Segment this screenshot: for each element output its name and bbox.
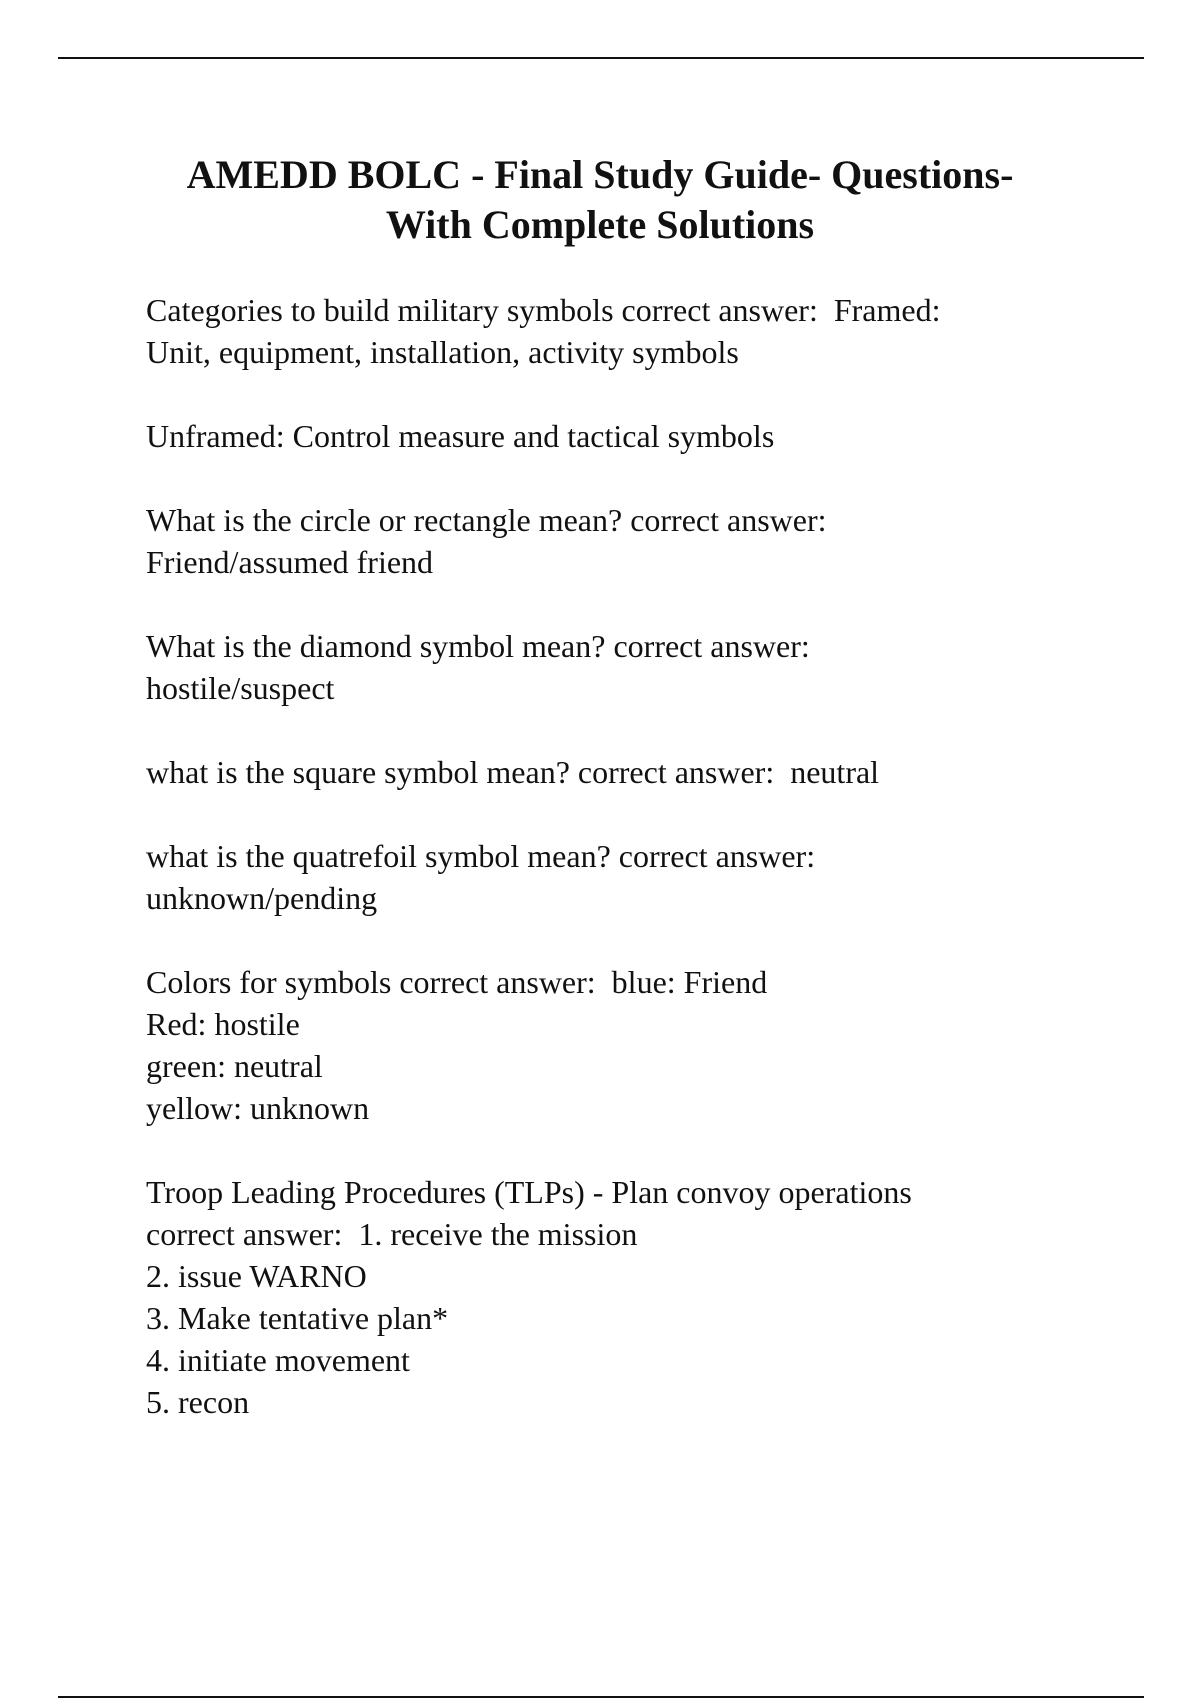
entry-line: 2. issue WARNO (146, 1258, 367, 1294)
entry-line: correct answer: 1. receive the mission (146, 1216, 638, 1252)
document-title (100, 150, 1100, 250)
entry-line: Troop Leading Procedures (TLPs) - Plan convoy operations (146, 1174, 912, 1210)
entry-square-symbol (146, 751, 1146, 793)
title-line-1: AMEDD BOLC - Final Study Guide- Questions- (186, 152, 1014, 197)
entry-quatrefoil-symbol (146, 835, 1146, 919)
entry-line: Unframed: Control measure and tactical symbols (146, 418, 775, 454)
entry-line: green: neutral (146, 1048, 323, 1084)
entry-circle-rectangle (146, 499, 1146, 583)
entry-line: Colors for symbols correct answer: blue: Friend (146, 964, 768, 1000)
entry-line: Unit, equipment, installation, activity symbols (146, 334, 739, 370)
entry-line: What is the circle or rectangle mean? correct answer: (146, 502, 827, 538)
entry-line: Categories to build military symbols correct answer: Framed: (146, 292, 941, 328)
entry-line: Friend/assumed friend (146, 544, 434, 580)
entry-military-symbol-categories (146, 289, 1146, 373)
entry-line: Red: hostile (146, 1006, 300, 1042)
bottom-rule (58, 1696, 1144, 1698)
entry-troop-leading-procedures (146, 1171, 1146, 1423)
entry-line: yellow: unknown (146, 1090, 370, 1126)
entry-line: hostile/suspect (146, 670, 335, 706)
entry-diamond-symbol (146, 625, 1146, 709)
entry-symbol-colors (146, 961, 1146, 1129)
entry-line: what is the square symbol mean? correct answer: neutral (146, 754, 880, 790)
document-body (146, 289, 1146, 1465)
top-rule (58, 57, 1144, 59)
entry-line: 4. initiate movement (146, 1342, 410, 1378)
title-line-2: With Complete Solutions (385, 202, 815, 247)
entry-line: What is the diamond symbol mean? correct answer: (146, 628, 810, 664)
entry-line: 5. recon (146, 1384, 250, 1420)
entry-line: what is the quatrefoil symbol mean? correct answer: (146, 838, 816, 874)
entry-unframed (146, 415, 1146, 457)
entry-line: unknown/pending (146, 880, 378, 916)
entry-line: 3. Make tentative plan* (146, 1300, 449, 1336)
